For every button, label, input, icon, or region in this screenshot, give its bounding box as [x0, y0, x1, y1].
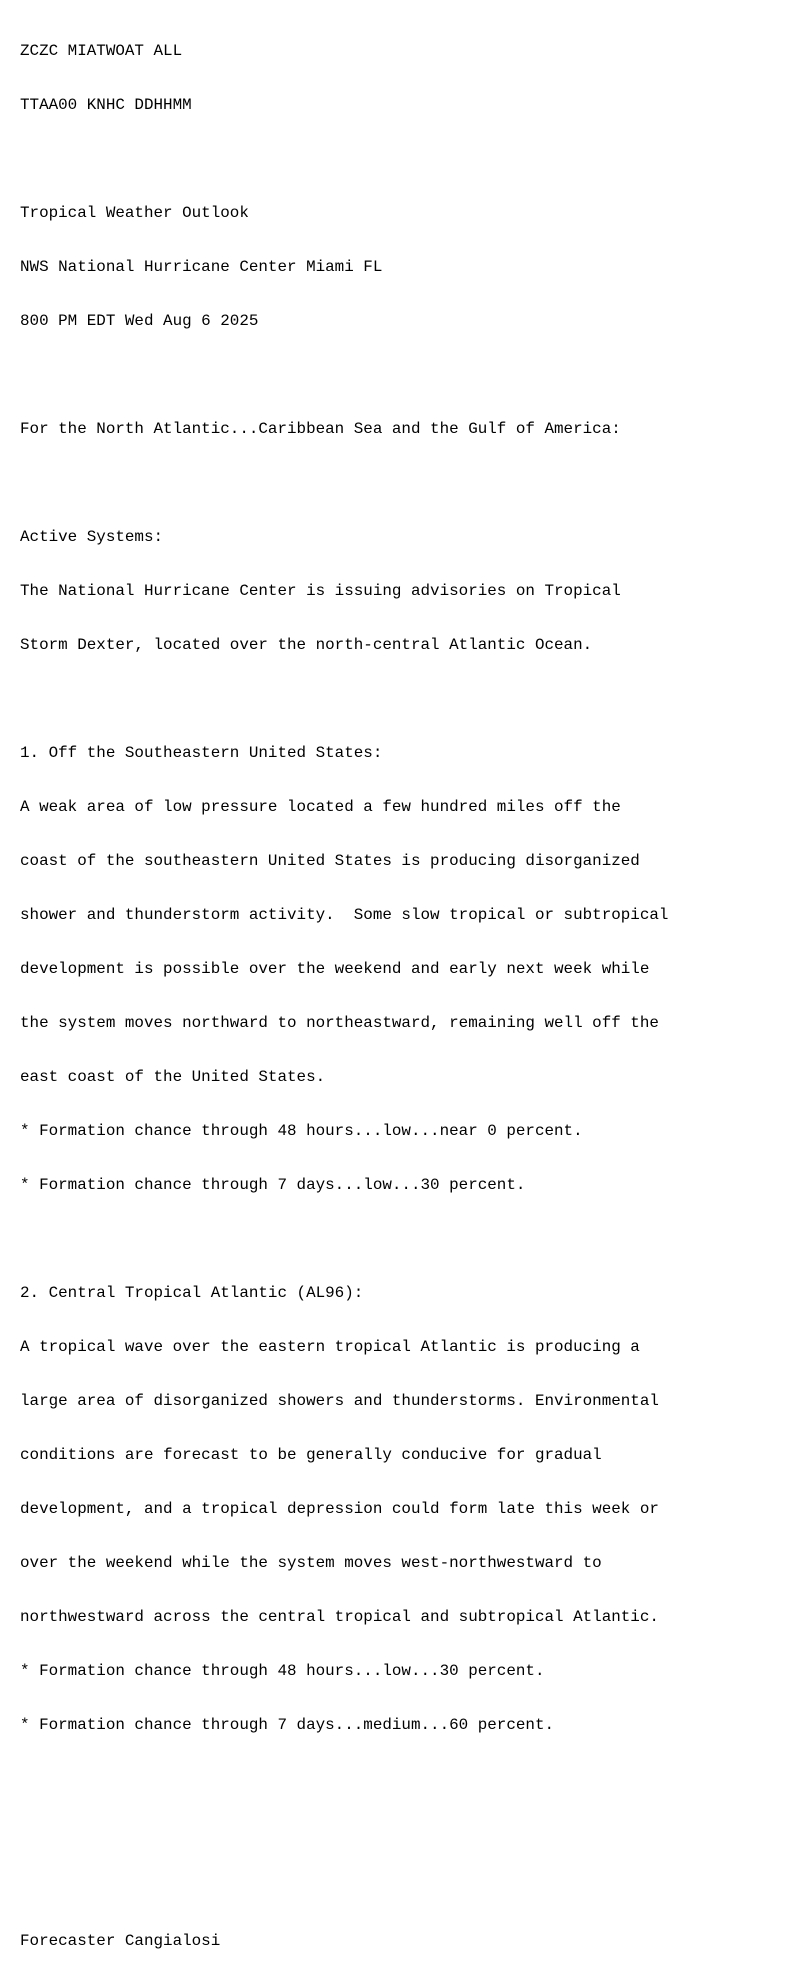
outlook-2-chance-48h: * Formation chance through 48 hours...low...30 percent.	[20, 1662, 545, 1680]
outlook-1-chance-48h: * Formation chance through 48 hours...low...near 0 percent.	[20, 1122, 583, 1140]
outlook-1-chance-7d: * Formation chance through 7 days...low...30 percent.	[20, 1176, 526, 1194]
outlook-2-line: northwestward across the central tropical and subtropical Atlantic.	[20, 1608, 659, 1626]
outlook-2-line: conditions are forecast to be generally conducive for gradual	[20, 1446, 602, 1464]
outlook-1-heading: 1. Off the Southeastern United States:	[20, 744, 383, 762]
outlook-2-heading: 2. Central Tropical Atlantic (AL96):	[20, 1284, 364, 1302]
outlook-1-line: A weak area of low pressure located a few hundred miles off the	[20, 798, 621, 816]
outlook-1-line: east coast of the United States.	[20, 1068, 326, 1086]
wmo-header-line-2: TTAA00 KNHC DDHHMM	[20, 96, 192, 114]
outlook-1-line: development is possible over the weekend and early next week while	[20, 960, 650, 978]
issuing-office: NWS National Hurricane Center Miami FL	[20, 258, 383, 276]
blank-line	[20, 1824, 668, 1842]
outlook-2-line: over the weekend while the system moves west-northwestward to	[20, 1554, 602, 1572]
outlook-2-line: large area of disorganized showers and thunderstorms. Environmental	[20, 1392, 659, 1410]
region-line: For the North Atlantic...Caribbean Sea and the Gulf of America:	[20, 420, 621, 438]
blank-line	[20, 1878, 668, 1896]
outlook-1-line: shower and thunderstorm activity. Some slow tropical or subtropical	[20, 906, 669, 924]
outlook-1-line: the system moves northward to northeastward, remaining well off the	[20, 1014, 659, 1032]
active-systems-heading: Active Systems:	[20, 528, 164, 546]
outlook-2-line: A tropical wave over the eastern tropical Atlantic is producing a	[20, 1338, 640, 1356]
product-title: Tropical Weather Outlook	[20, 204, 249, 222]
blank-line	[20, 474, 668, 492]
blank-line	[20, 1770, 668, 1788]
active-systems-line: The National Hurricane Center is issuing advisories on Tropical	[20, 582, 621, 600]
outlook-1-line: coast of the southeastern United States is producing disorganized	[20, 852, 640, 870]
blank-line	[20, 366, 668, 384]
outlook-text	[20, 6, 668, 1968]
blank-line	[20, 690, 668, 708]
blank-line	[20, 150, 668, 168]
issue-time: 800 PM EDT Wed Aug 6 2025	[20, 312, 259, 330]
forecaster-signature: Forecaster Cangialosi	[20, 1932, 221, 1950]
blank-line	[20, 1230, 668, 1248]
active-systems-line: Storm Dexter, located over the north-central Atlantic Ocean.	[20, 636, 593, 654]
wmo-header-line-1: ZCZC MIATWOAT ALL	[20, 42, 183, 60]
outlook-2-line: development, and a tropical depression could form late this week or	[20, 1500, 659, 1518]
outlook-2-chance-7d: * Formation chance through 7 days...medium...60 percent.	[20, 1716, 555, 1734]
